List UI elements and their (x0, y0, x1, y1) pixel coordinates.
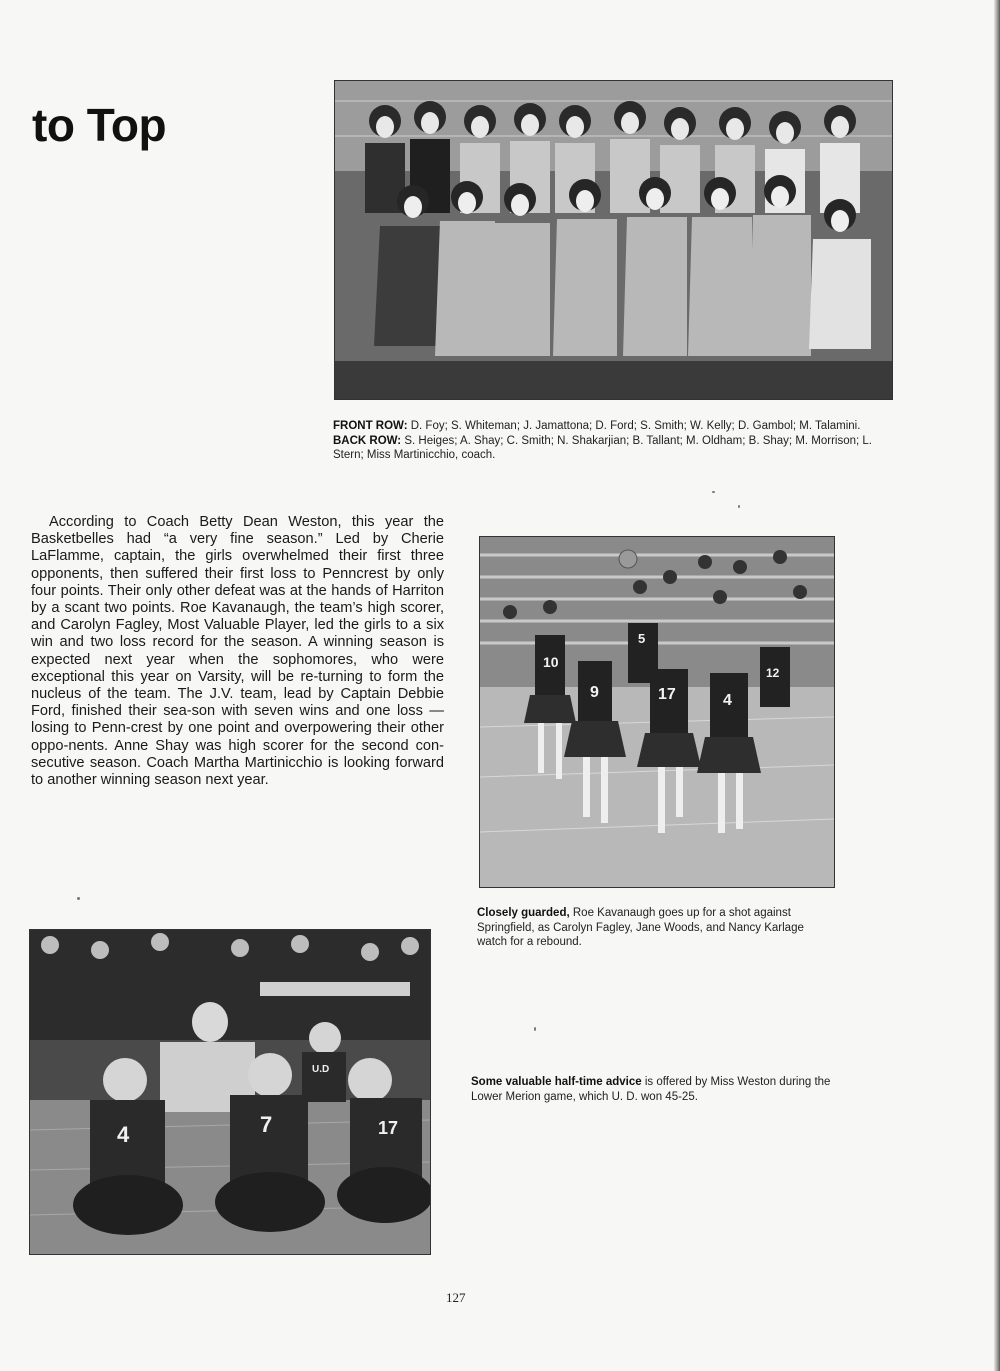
print-speck (712, 491, 715, 493)
jersey-number: 7 (260, 1112, 273, 1137)
halftime-photo-caption (471, 1075, 831, 1104)
back-row-names: S. Heiges; A. Shay; C. Smith; N. Shakarjian; B. Tallant; M. Oldham; B. Shay; M. Morrison; L. Stern; Miss Martinicchio, coach. (333, 434, 872, 461)
game-caption-text: Roe Kavanaugh goes up for a shot against Springfield, as Carolyn Fagley, Jane Woods, and Nancy Karlage watch for a rebound. (477, 907, 804, 948)
game-photo-caption (477, 906, 837, 950)
jersey-number: U.D (312, 1064, 330, 1075)
team-photo (334, 80, 893, 400)
article-body: According to Coach Betty Dean Weston, this year the Basketbelles had “a very fine season.” Led by Cherie LaFlamme, captain, the girls overwhelmed their first three opponents, then suffered their first loss to Penncrest by only four points. Their only other defeat was at the hands of Harriton by a scant two points. Roe Kavanaugh, the team’s high scorer, and Carolyn Fagley, Most Valuable Player, led the girls to a six win and two loss record for the season. A winning season is expected next year when the sophomores, who were exceptional this year on Varsity, will be re-turning to form the nucleus of the team. The J.V. team, lead by Captain Debbie Ford, finished their sea-son with seven wins and one loss — losing to Penn-crest by one point and overpowering their other oppo-nents. Anne Shay was high scorer for the second con-secutive season. Coach Martha Martinicchio is looking forward to another winning season next year. (31, 514, 444, 789)
print-speck (77, 897, 80, 900)
page-headline: to Top (32, 99, 167, 151)
jersey-number: 5 (638, 631, 646, 646)
jersey-number: 10 (543, 654, 559, 670)
team-photo-caption (333, 419, 893, 463)
game-action-photo (479, 536, 835, 888)
halftime-caption-lead: Some valuable half-time advice (471, 1076, 642, 1088)
print-speck (738, 505, 740, 508)
jersey-number: 17 (658, 686, 676, 703)
front-row-names: D. Foy; S. Whiteman; J. Jamattona; D. Ford; S. Smith; W. Kelly; D. Gambol; M. Talamini. (410, 420, 861, 432)
print-speck (534, 1027, 536, 1031)
jersey-number: 12 (766, 666, 780, 680)
page-number: 127 (446, 1290, 466, 1305)
jersey-number: 4 (117, 1122, 130, 1147)
halftime-advice-photo (29, 929, 431, 1255)
jersey-number: 4 (723, 692, 732, 709)
front-row-label: FRONT ROW: (333, 420, 408, 432)
jersey-number: 9 (590, 684, 599, 701)
halftime-caption-text: is offered by Miss Weston during the Lower Merion game, which U. D. won 45-25. (471, 1076, 831, 1103)
game-caption-lead: Closely guarded, (477, 907, 570, 919)
back-row-label: BACK ROW: (333, 434, 402, 447)
page-edge-shadow (994, 0, 1000, 1371)
jersey-number: 17 (378, 1118, 399, 1138)
